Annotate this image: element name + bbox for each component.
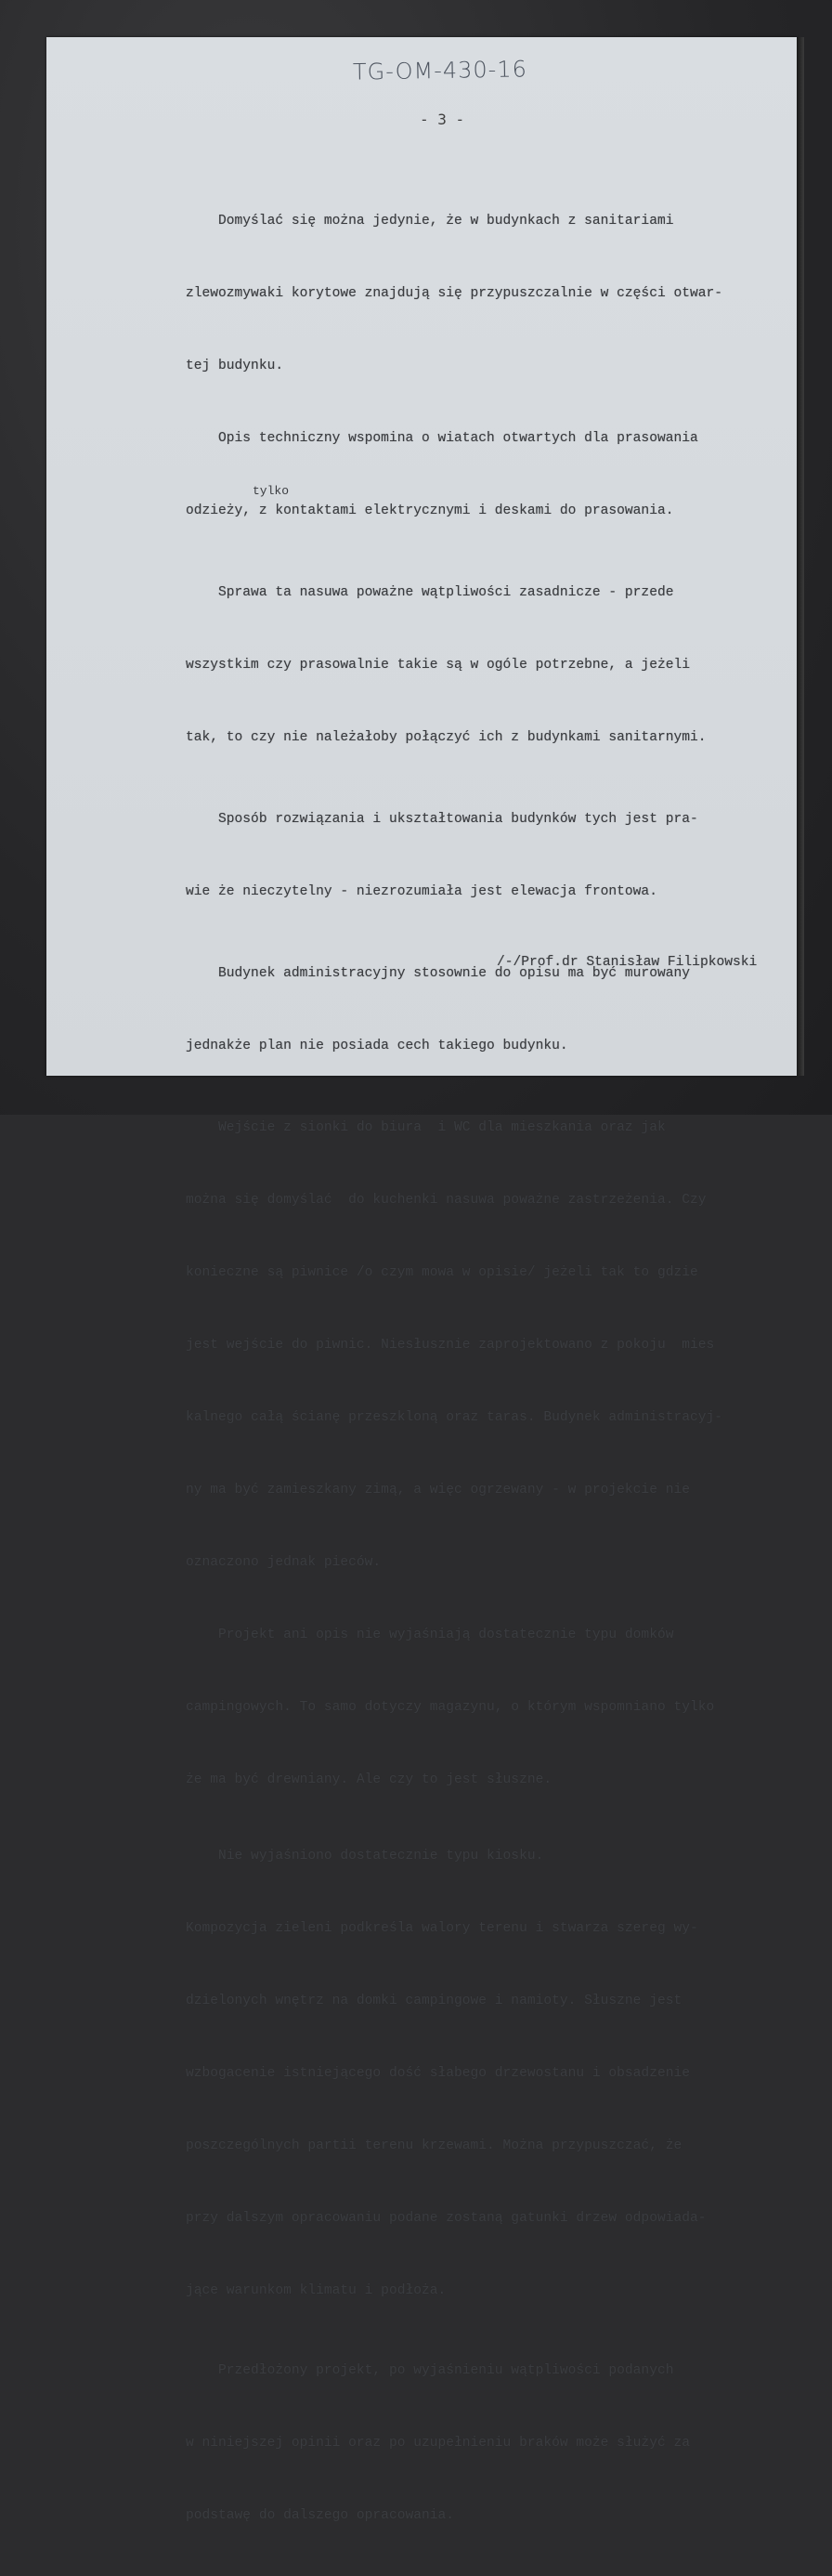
text-line: podstawę do dalszego opracowania. <box>186 2508 455 2523</box>
page-number: - 3 - <box>420 111 465 128</box>
text-line: jest wejście do piwnic. Niesłusznie zaprojektowano z pokoju mies <box>186 1338 715 1353</box>
text-line: poszczególnych partii terenu krzewami. Można przypuszczać, że <box>186 2138 682 2153</box>
text-line: konieczne są piwnice /o czym mowa w opisie/ jeżeli tak to gdzie <box>186 1265 698 1280</box>
text-line: że ma być drewniany. Ale czy to jest słuszne. <box>186 1772 552 1787</box>
text-line: w niniejszej opinii oraz po uzupełnieniu braków może służyć za <box>186 2436 690 2451</box>
text-line: Domyślać się można jedynie, że w budynkach z sanitariami <box>186 214 674 229</box>
text-line: wzbogacenie istniejącego dość słabego drzewostanu i obsadzenie <box>186 2066 690 2081</box>
text-line: przy dalszym opracowaniu podane zostaną gatunki drzew odpowiada- <box>186 2211 707 2226</box>
text-line: można się domyślać do kuchenki nasuwa poważne zastrzeżenia. Czy <box>186 1193 707 1208</box>
text-line: jące warunkom klimatu i podłoża. <box>186 2283 447 2298</box>
text-line: Projekt ani opis nie wyjaśniają dostatecznie typu domków <box>186 1628 674 1642</box>
text-line: wie że nieczytelny - niezrozumiała jest elewacja frontowa. <box>186 884 657 899</box>
text-line: Przedłożony projekt, po wyjaśnieniu wątpliwości podanych <box>186 2363 674 2378</box>
archive-reference-handwritten: TG-OM-430-16 <box>352 56 528 85</box>
signature-line: /-/Prof.dr Stanisław Filipkowski <box>497 955 758 970</box>
text-line: Sposób rozwiązania i ukształtowania budynków tych jest pra- <box>186 812 698 827</box>
text-line: zlewozmywaki korytowe znajdują się przypuszczalnie w części otwar- <box>186 286 723 301</box>
text-line: tak, to czy nie należałoby połączyć ich z budynkami sanitarnymi. <box>186 730 707 745</box>
text-line: Sprawa ta nasuwa poważne wątpliwości zasadnicze - przede <box>186 585 674 600</box>
text-line: Opis techniczny wspomina o wiatach otwartych dla prasowania <box>186 431 698 446</box>
text-line: Nie wyjaśniono dostatecznie typu kiosku. <box>186 1849 544 1863</box>
text-line: campingowych. To samo dotyczy magazynu, o którym wspomniano tylko <box>186 1700 715 1715</box>
text-line: odzieży, z kontaktami elektrycznymi i deskami do prasowania. <box>186 503 674 518</box>
text-line: jednakże plan nie posiada cech takiego budynku. <box>186 1039 568 1053</box>
text-line: tej budynku. <box>186 359 284 373</box>
text-line: Wejście z sionki do biura i WC dla mieszkania oraz jak <box>186 1120 666 1135</box>
text-line: Kompozycja zieleni podkreśla walory terenu i stwarza szereg wy- <box>186 1921 698 1936</box>
text-line: oznaczono jednak pieców. <box>186 1555 382 1570</box>
text-line: Budynek administracyjny stosownie do opisu ma być murowany <box>186 966 690 981</box>
text-line: ny ma być zamieszkany zimą, a więc ogrzewany - w projekcie nie <box>186 1483 690 1497</box>
text-line: wszystkim czy prasowalnie takie są w ogóle potrzebne, a jeżeli <box>186 658 690 673</box>
text-line: kalnego całą ścianę przeszkloną oraz taras. Budynek administracyj- <box>186 1410 723 1425</box>
typed-insertion: tylko <box>253 484 290 498</box>
typewritten-body <box>186 161 799 2576</box>
text-line: dzielonych wnętrz na domki campingowe i namioty. Słuszne jest <box>186 1994 682 2008</box>
